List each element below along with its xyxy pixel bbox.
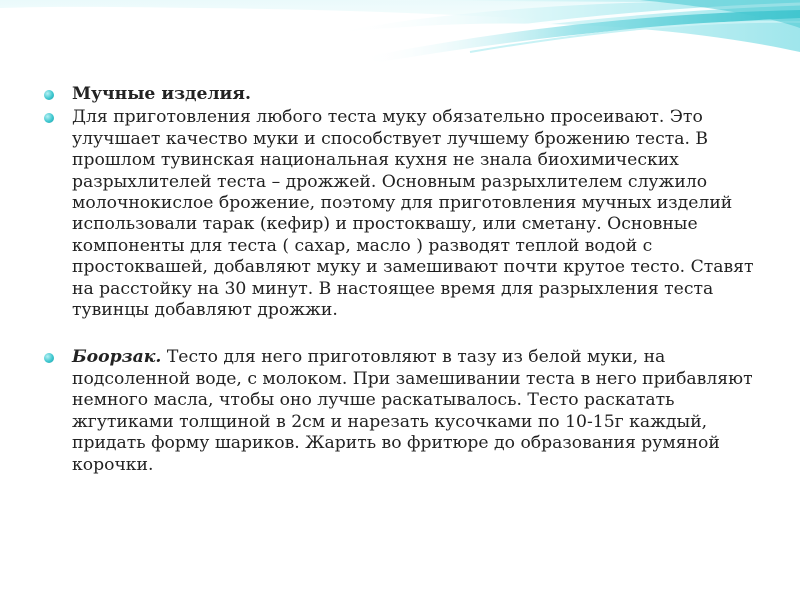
boorzak-title: Боорзак. [72,347,162,368]
bullet-icon [44,113,54,123]
dough-text: Для приготовления любого теста муку обязательно просеивают. Это улучшает качество муки и способствует лучшему брожению теста. В прошлом тувинская национальная кухня не знала биохимических разрыхлителей теста – дрожжей. Основным разрыхлителем служило молочнокислое брожение, поэтому для приготовления мучных изделий использовали тарак (кефир) и простоквашу, или сметану. Основные компоненты для теста ( сахар, масло ) разводят теплой водой с простоквашей, добавляют муку и замешивают почти крутое тесто. Ставят на расстойку на 30 минут. В настоящее время для разрыхления теста тувинцы добавляют дрожжи. [72,107,754,321]
boorzak-text: Тесто для него приготовляют в тазу из белой муки, на подсоленной воде, с молоком. При замешивании теста в него прибавляют немного масла, чтобы оно лучше раскатывалось. Тесто раскатать жгутиками толщиной в 2см и нарезать кусочками по 10-15г каждый, придать форму шариков. Жарить во фритюре до образования румяной корочки. [72,347,753,475]
dough-paragraph [38,107,758,321]
heading-paragraph [38,84,758,105]
bullet-icon [44,353,54,363]
bullet-icon [44,90,54,100]
heading-text: Мучные изделия. [72,84,251,104]
boorzak-paragraph [38,347,758,475]
slide-body [38,84,758,476]
